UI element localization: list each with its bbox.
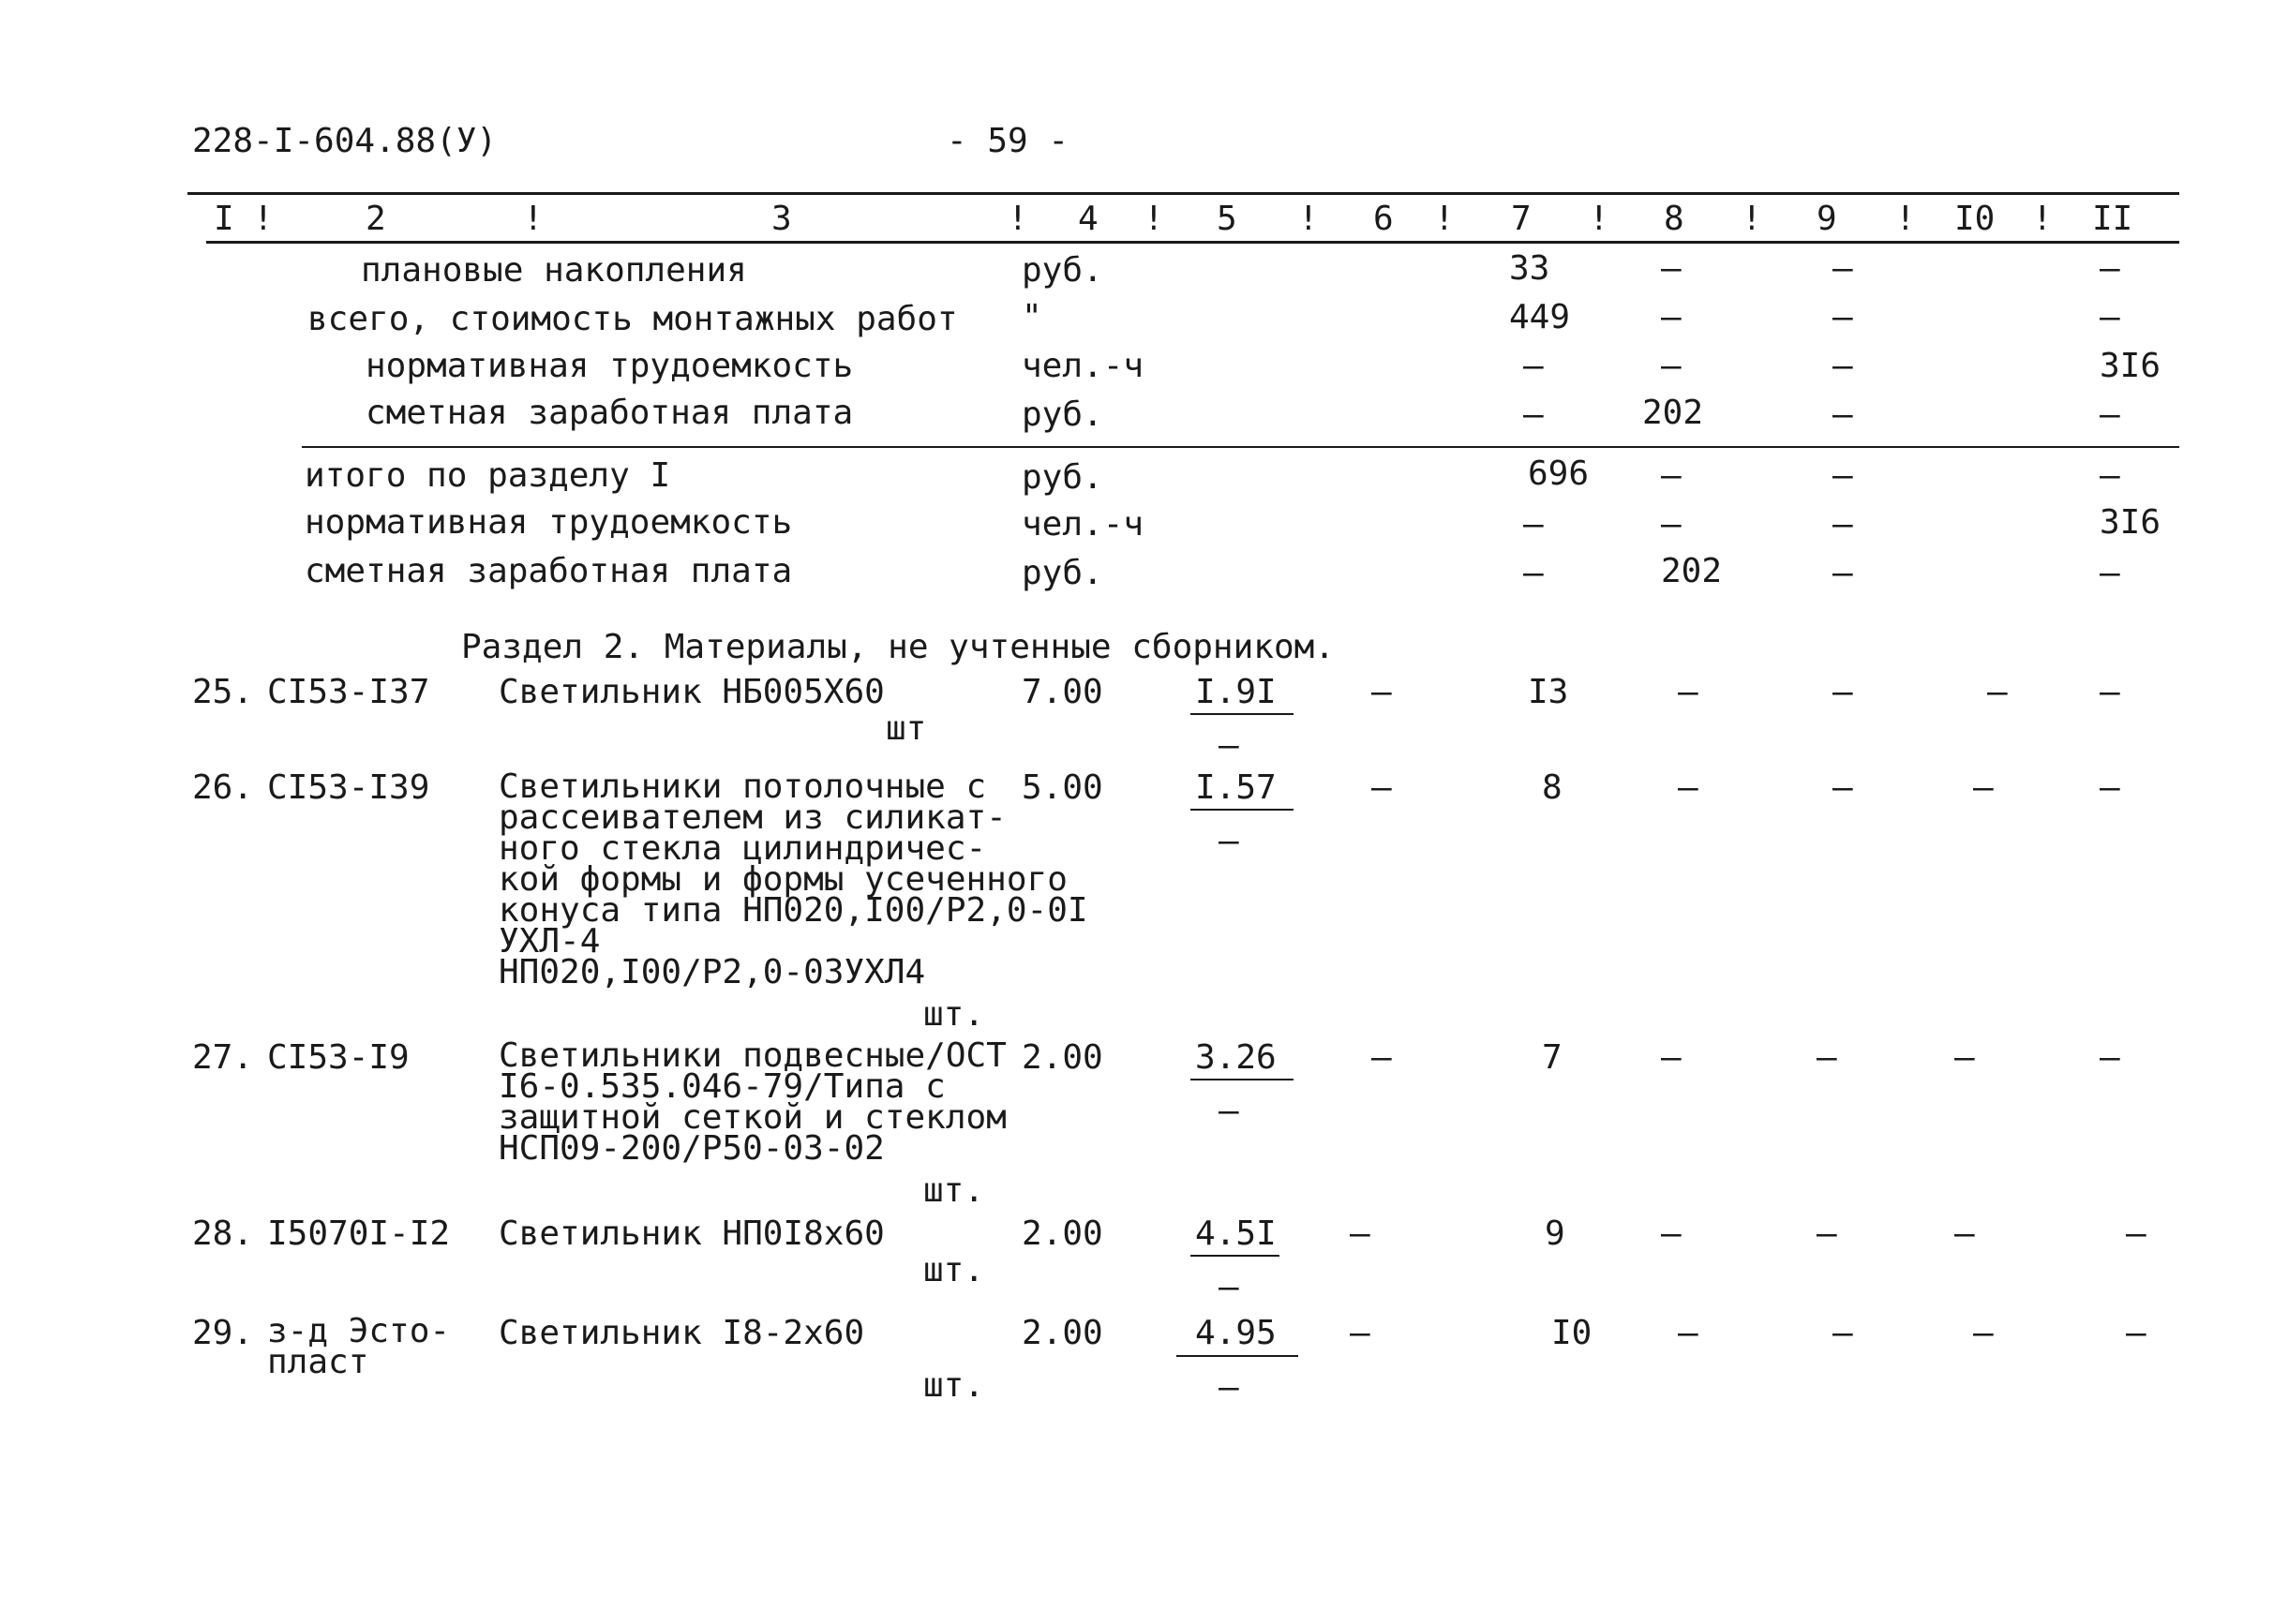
col-header-3: 3 [771,200,792,238]
item-description: Светильник НБ005Х60 [499,673,885,711]
cell-col8: 202 [1661,552,1723,590]
item-number: 28. [192,1214,254,1253]
item-price-sub: – [1219,1092,1239,1130]
cell-col11: – [2100,298,2120,336]
price-underline [1176,1355,1298,1357]
cell-col9: – [1832,1314,1853,1352]
col-separator: ! [1589,200,1609,238]
col-header-2: 2 [366,200,386,238]
col-header-10: I0 [1954,200,1996,238]
page-number: - 59 - [947,122,1069,160]
cell-col11: – [2100,673,2120,711]
row-unit: руб. [1022,458,1103,497]
item-code: CI53-I39 [267,768,430,807]
cell-col8: – [1661,249,1682,288]
col-separator: ! [1144,200,1164,238]
item-description: Светильники подвесные/ОСТ I6-0.535.046-79/Типа с защитной сеткой и стеклом НСП09-200/Р50-03-02 [499,1036,1007,1168]
row-label: сметная заработная плата [305,552,793,590]
row-label: нормативная трудоемкость [366,347,854,385]
cell-col7: – [1523,395,1544,434]
item-description: Светильники потолочные с рассеивателем из силикат- ного стекла цилиндричес- кой формы и формы усеченного конуса типа НП020,I00/Р2,0-0I УХЛ-4 НП020,I00/Р2,0-03УХЛ4 [499,767,1088,991]
cell-col7: 33 [1509,249,1550,288]
row-label: всего, стоимость монтажных работ [307,300,958,338]
section-title: Раздел 2. Материалы, не учтенные сборником. [461,628,1335,666]
row-label: итого по разделу I [305,456,671,495]
col-header-6: 6 [1373,200,1394,238]
item-code: I5070I-I2 [267,1214,451,1253]
section-total-rule [302,446,2179,448]
item-price-sub: – [1219,1268,1239,1306]
cell-col7: 9 [1545,1214,1565,1253]
price-underline [1190,1255,1279,1257]
col-separator: ! [1298,200,1319,238]
row-unit: руб. [1022,554,1103,592]
item-unit: шт. [923,1366,985,1405]
cell-col10: – [1973,1314,1994,1352]
cell-col11: – [2126,1314,2146,1352]
item-quantity: 2.00 [1022,1038,1103,1077]
cell-col10: – [1973,768,1994,807]
col-separator: ! [1008,200,1028,238]
cell-col6: – [1350,1314,1370,1352]
item-description: Светильник I8-2х60 [499,1314,865,1352]
item-price: I.9I [1195,673,1277,711]
col-header-5: 5 [1217,200,1237,238]
cell-col8: – [1661,347,1682,385]
col-separator: ! [1895,200,1916,238]
col-separator: ! [253,200,274,238]
cell-col11: – [2100,768,2120,807]
item-code: CI53-I37 [267,673,430,711]
cell-col10: – [1954,1214,1975,1253]
cell-col7: 8 [1542,768,1563,807]
item-number: 27. [192,1038,254,1077]
cell-col9: – [1832,347,1853,385]
cell-col11: – [2100,456,2120,495]
cell-col11: 3I6 [2100,503,2161,542]
cell-col9: – [1817,1214,1837,1253]
item-quantity: 7.00 [1022,673,1103,711]
row-label: плановые накопления [361,251,747,290]
cell-col8: – [1661,456,1682,495]
item-quantity: 2.00 [1022,1214,1103,1253]
cell-col7: I0 [1551,1314,1593,1352]
row-unit: руб. [1022,251,1103,290]
item-description: Светильник НП0I8х60 [499,1214,885,1253]
col-header-1: I [214,200,234,238]
cell-col7: I3 [1528,673,1569,711]
col-header-7: 7 [1511,200,1532,238]
cell-col11: 3I6 [2100,347,2161,385]
document-code: 228-I-604.88(У) [192,122,498,160]
col-separator: ! [1434,200,1455,238]
cell-col8: – [1678,673,1698,711]
row-unit: " [1022,298,1042,336]
cell-col9: – [1832,768,1853,807]
cell-col9: – [1832,673,1853,711]
item-price: 4.5I [1195,1214,1277,1253]
item-price-sub: – [1219,1368,1239,1407]
cell-col9: – [1832,505,1853,544]
cell-col11: – [2100,249,2120,288]
cell-col9: – [1817,1038,1837,1077]
cell-col6: – [1371,1038,1392,1077]
cell-col8: – [1661,298,1682,336]
item-number: 25. [192,673,254,711]
cell-col6: – [1371,768,1392,807]
cell-col7: 7 [1542,1038,1563,1077]
item-price: 4.95 [1195,1314,1277,1352]
cell-col11: – [2126,1214,2146,1253]
cell-col10: – [1954,1038,1975,1077]
item-price: 3.26 [1195,1038,1277,1077]
item-quantity: 5.00 [1022,768,1103,807]
cell-col6: – [1350,1214,1370,1253]
price-underline [1190,1079,1294,1080]
cell-col8: – [1661,505,1682,544]
cell-col9: – [1832,298,1853,336]
table-top-rule [187,192,2179,195]
cell-col9: – [1832,456,1853,495]
item-number: 26. [192,768,254,807]
col-separator: ! [2032,200,2053,238]
col-header-11: II [2092,200,2133,238]
cell-col7: – [1523,505,1544,544]
item-unit: шт [886,709,927,748]
cell-col6: – [1371,673,1392,711]
col-separator: ! [1742,200,1762,238]
col-header-8: 8 [1664,200,1684,238]
cell-col11: – [2100,1038,2120,1077]
cell-col8: – [1661,1214,1682,1253]
item-quantity: 2.00 [1022,1314,1103,1352]
item-price-sub: – [1219,726,1239,765]
item-number: 29. [192,1314,254,1352]
cell-col7: 696 [1528,454,1590,493]
row-unit: чел.-ч [1022,347,1144,385]
cell-col8: – [1661,1038,1682,1077]
item-unit: шт. [923,1171,985,1210]
item-unit: шт. [923,995,985,1034]
row-label: нормативная трудоемкость [305,503,793,542]
item-code: CI53-I9 [267,1038,410,1077]
cell-col8: – [1678,768,1698,807]
item-code: з-д Эсто- пласт [267,1312,451,1381]
col-header-4: 4 [1078,200,1099,238]
cell-col10: – [1987,673,2008,711]
cell-col7: – [1523,554,1544,592]
header-bottom-rule [206,241,2179,244]
cell-col7: – [1523,347,1544,385]
row-unit: руб. [1022,395,1103,434]
item-price: I.57 [1195,768,1277,807]
price-underline [1190,713,1294,715]
cell-col8: – [1678,1314,1698,1352]
cell-col9: – [1832,249,1853,288]
cell-col7: 449 [1509,298,1571,336]
cell-col11: – [2100,395,2120,434]
col-separator: ! [523,200,544,238]
price-underline [1190,809,1294,811]
row-unit: чел.-ч [1022,505,1144,544]
cell-col8: 202 [1642,394,1704,432]
cell-col9: – [1832,554,1853,592]
cell-col9: – [1832,395,1853,434]
cell-col11: – [2100,554,2120,592]
item-unit: шт. [923,1251,985,1289]
row-label: сметная заработная плата [366,394,854,432]
item-price-sub: – [1219,822,1239,860]
col-header-9: 9 [1817,200,1837,238]
